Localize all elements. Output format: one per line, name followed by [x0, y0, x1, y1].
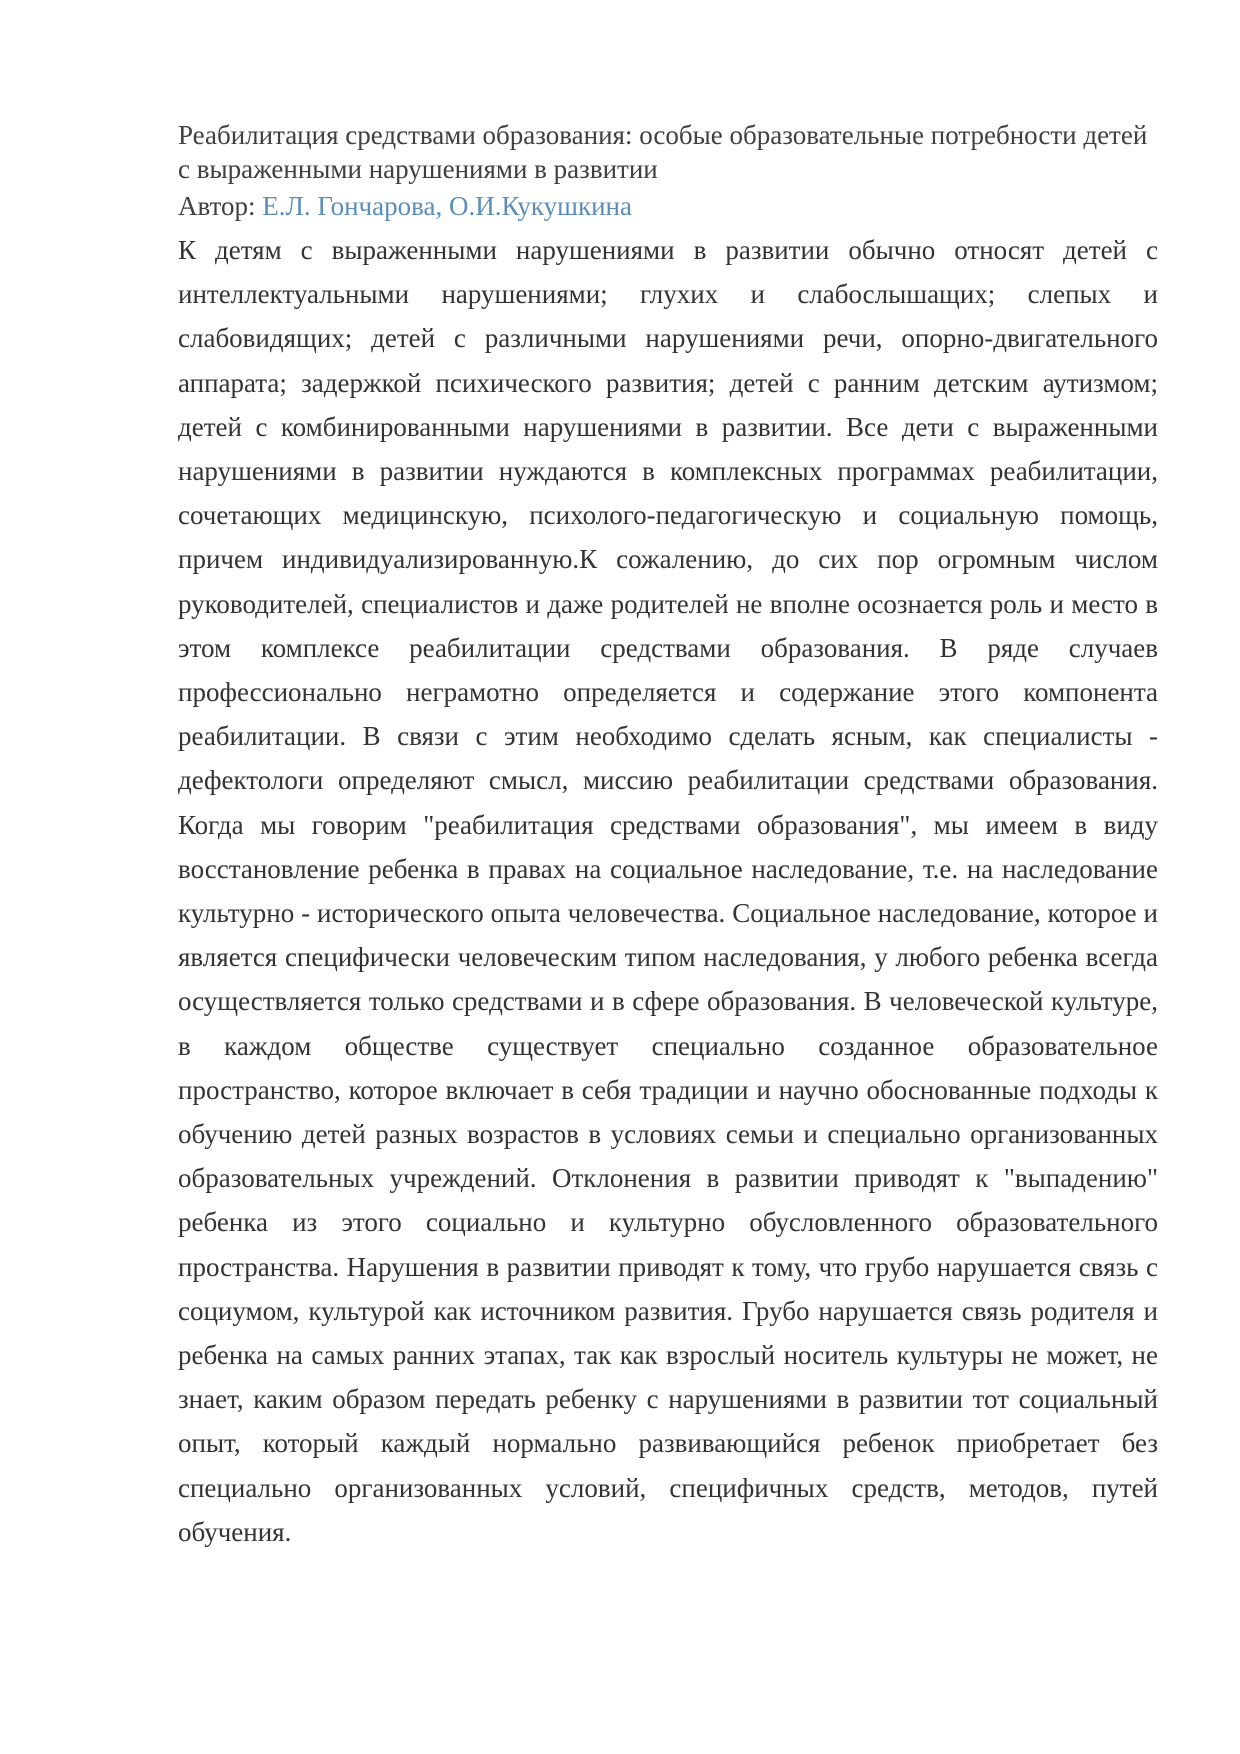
author-names-link[interactable]: Е.Л. Гончарова, О.И.Кукушкина [262, 191, 632, 221]
document-title: Реабилитация средствами образования: особые образовательные потребности детей с выраженными нарушениями в развитии [178, 120, 1148, 184]
document-body-paragraph: К детям с выраженными нарушениями в развитии обычно относят детей с интеллектуальными нарушениями; глухих и слабослышащих; слепых и слабовидящих; детей с различными нарушениями речи, опорно-двигательного аппарата; задержкой психического развития; детей с ранним детским аутизмом; детей с комбинированными нарушениями в развитии. Все дети с выраженными нарушениями в развитии нуждаются в комплексных программах реабилитации, сочетающих медицинскую, психолого-педагогическую и социальную помощь, причем индивидуализированную.К сожалению, до сих пор огромным числом руководителей, специалистов и даже родителей не вполне осознается роль и место в этом комплексе реабилитации средствами образования. В ряде случаев профессионально неграмотно определяется и содержание этого компонента реабилитации. В связи с этим необходимо сделать ясным, как специалисты - дефектологи определяют смысл, миссию реабилитации средствами образования. Когда мы говорим "реабилитация средствами образования", мы имеем в виду восстановление ребенка в правах на социальное наследование, т.е. на наследование культурно - исторического опыта человечества. Социальное наследование, которое и является специфически человеческим типом наследования, у любого ребенка всегда осуществляется только средствами и в сфере образования. В человеческой культуре, в каждом обществе существует специально созданное образовательное пространство, которое включает в себя традиции и научно обоснованные подходы к обучению детей разных возрастов в условиях семьи и специально организованных образовательных учреждений. Отклонения в развитии приводят к "выпадению" ребенка из этого социально и культурно обусловленного образовательного пространства. Нарушения в развитии приводят к тому, что грубо нарушается связь с социумом, культурой как источником развития. Грубо нарушается связь родителя и ребенка на самых ранних этапах, так как взрослый носитель культуры не может, не знает, каким образом передать ребенку с нарушениями в развитии тот социальный опыт, который каждый нормально развивающийся ребенок приобретает без специально организованных условий, специфичных средств, методов, путей обучения. [178, 235, 1158, 1547]
author-label: Автор: [178, 191, 263, 221]
author-line [178, 186, 1158, 226]
document-content [178, 118, 1158, 1554]
